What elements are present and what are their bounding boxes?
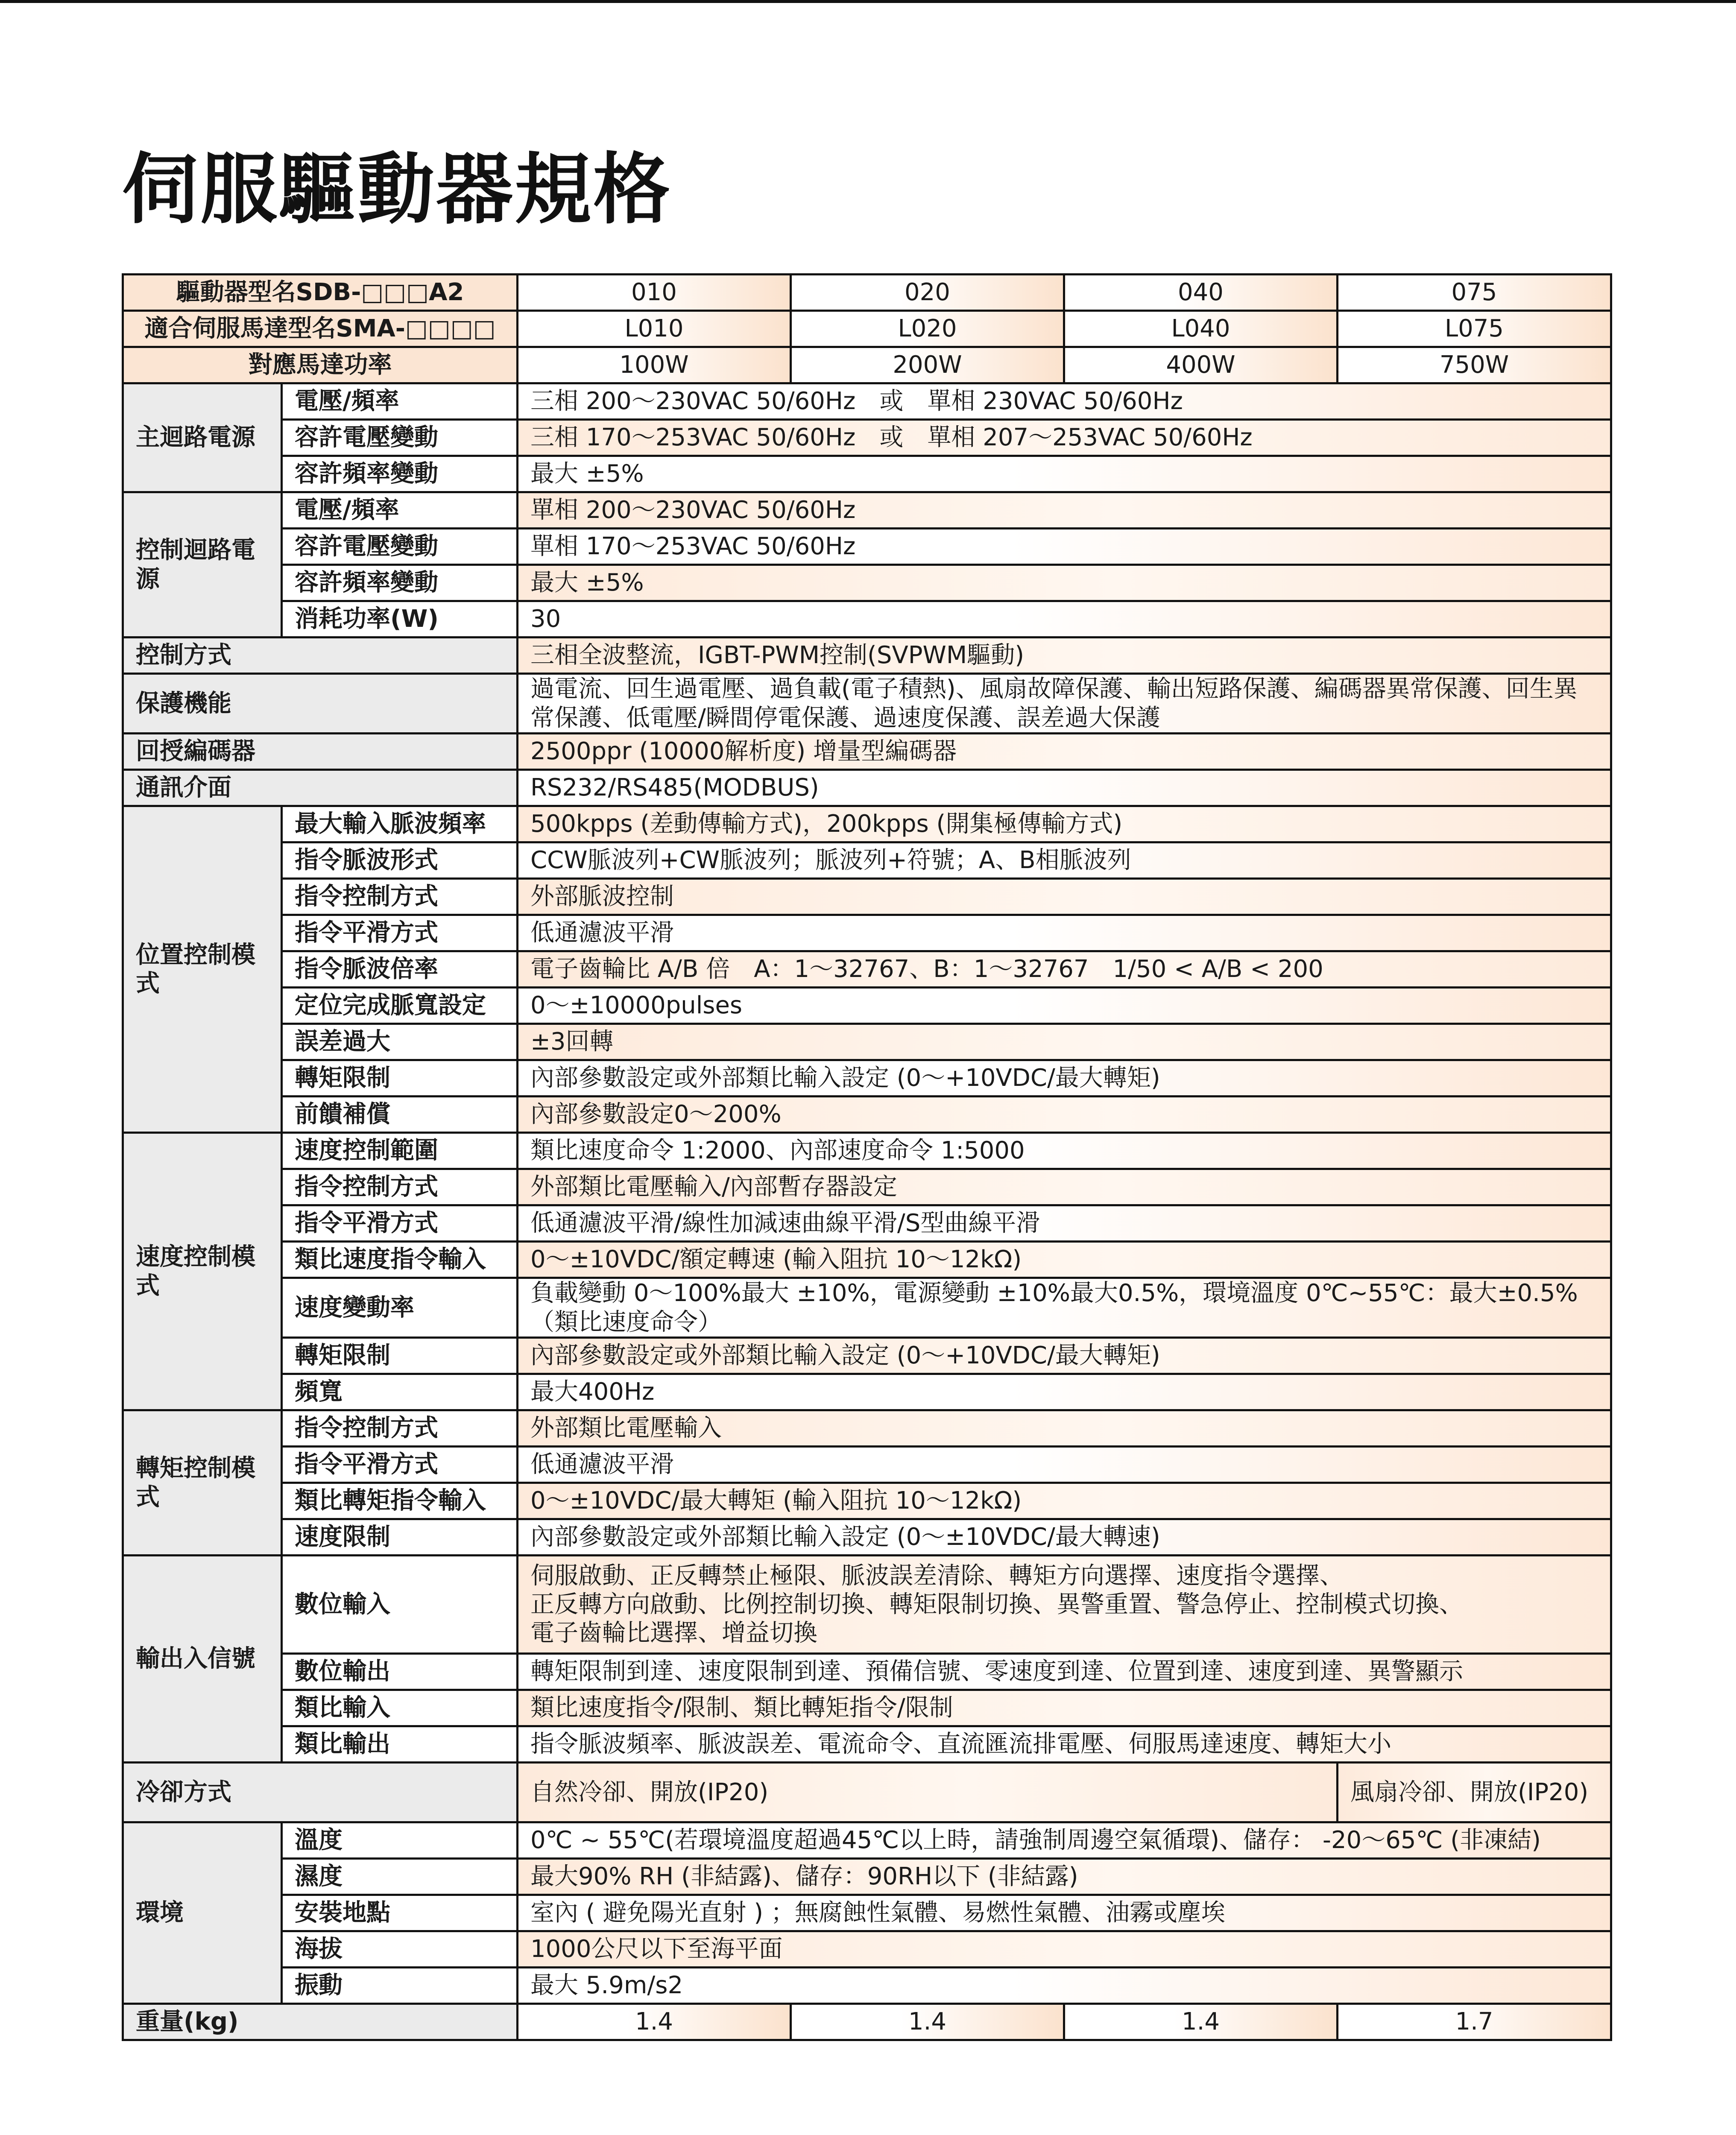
spec-label: 容許頻率變動: [282, 456, 518, 492]
row-pos-5: [123, 988, 1611, 1024]
driver-model-020: 020: [791, 275, 1064, 311]
spec-label: 容許頻率變動: [282, 565, 518, 601]
motor-power-200w: 200W: [791, 347, 1064, 383]
row-ctrl-freq-tol: [123, 565, 1611, 601]
motor-power-750w: 750W: [1338, 347, 1611, 383]
weight-value: 1.4: [791, 2004, 1064, 2040]
row-pos-6: [123, 1024, 1611, 1060]
protection-label: 保護機能: [123, 674, 518, 734]
spec-label: 類比輸入: [282, 1690, 518, 1726]
spec-value: 低通濾波平滑/線性加減速曲線平滑/S型曲線平滑: [518, 1205, 1611, 1242]
row-pos-7: [123, 1060, 1611, 1097]
digital-in-line: 電子齒輪比選擇、增益切換: [530, 1619, 817, 1647]
spec-value: 內部參數設定或外部類比輸入設定 (0～+10VDC/最大轉矩): [518, 1338, 1611, 1374]
row-pos-1: [123, 842, 1611, 879]
comm-label: 通訊介面: [123, 770, 518, 806]
row-pos-4: [123, 951, 1611, 988]
row-motor-model: [123, 311, 1611, 347]
spec-label: 容許電壓變動: [282, 420, 518, 456]
row-pos-0: [123, 806, 1611, 842]
row-trq-1: [123, 1447, 1611, 1483]
spec-label: 指令控制方式: [282, 1169, 518, 1205]
row-env-3: [123, 1931, 1611, 1968]
motor-model-l040: L040: [1064, 311, 1338, 347]
control-method-value: 三相全波整流，IGBT-PWM控制(SVPWM驅動): [518, 638, 1611, 674]
row-io-analog-in: [123, 1690, 1611, 1726]
row-control-method: [123, 638, 1611, 674]
spec-table: [122, 273, 1612, 2041]
row-motor-power: [123, 347, 1611, 383]
motor-power-label: 對應馬達功率: [123, 347, 518, 383]
motor-model-l010: L010: [518, 311, 791, 347]
spec-value: 內部參數設定或外部類比輸入設定 (0～±10VDC/最大轉速): [518, 1519, 1611, 1556]
row-pos-2: [123, 879, 1611, 915]
motor-model-label: 適合伺服馬達型名SMA-□□□□: [123, 311, 518, 347]
row-env-4: [123, 1968, 1611, 2004]
spec-value: 最大 ±5%: [518, 456, 1611, 492]
spec-label: 數位輸入: [282, 1556, 518, 1654]
motor-power-100w: 100W: [518, 347, 791, 383]
io-category: 輸出入信號: [123, 1556, 282, 1763]
comm-value: RS232/RS485(MODBUS): [518, 770, 1611, 806]
control-power-category: 控制迴路電源: [123, 492, 282, 638]
spec-label: 安裝地點: [282, 1895, 518, 1931]
spec-value: 0～±10000pulses: [518, 988, 1611, 1024]
driver-model-040: 040: [1064, 275, 1338, 311]
row-spd-5: [123, 1338, 1611, 1374]
row-env-0: [123, 1822, 1611, 1859]
spec-label: 類比轉矩指令輸入: [282, 1483, 518, 1519]
spec-value: 低通濾波平滑: [518, 915, 1611, 951]
cooling-label: 冷卻方式: [123, 1763, 518, 1822]
spec-label: 指令脈波形式: [282, 842, 518, 879]
spec-label: 前饋補償: [282, 1097, 518, 1133]
spec-label: 指令控制方式: [282, 1410, 518, 1447]
weight-value: 1.7: [1338, 2004, 1611, 2040]
main-power-category: 主迴路電源: [123, 383, 282, 492]
spec-label: 速度控制範圍: [282, 1133, 518, 1169]
spec-value: 0～±10VDC/最大轉矩 (輸入阻抗 10～12kΩ): [518, 1483, 1611, 1519]
spec-value: 單相 170～253VAC 50/60Hz: [518, 529, 1611, 565]
spec-label: 定位完成脈寬設定: [282, 988, 518, 1024]
motor-model-l075: L075: [1338, 311, 1611, 347]
row-trq-0: [123, 1410, 1611, 1447]
spec-label: 振動: [282, 1968, 518, 2004]
spec-value: 最大 5.9m/s2: [518, 1968, 1611, 2004]
spec-label: 速度變動率: [282, 1278, 518, 1338]
row-main-freq-tol: [123, 456, 1611, 492]
digital-in-line: 伺服啟動、正反轉禁止極限、脈波誤差清除、轉矩方向選擇、速度指令選擇、: [530, 1562, 1344, 1590]
row-env-1: [123, 1859, 1611, 1895]
control-method-label: 控制方式: [123, 638, 518, 674]
spec-label: 電壓/頻率: [282, 383, 518, 420]
page-title: 伺服驅動器規格: [122, 145, 672, 234]
speed-mode-category: 速度控制模式: [123, 1133, 282, 1410]
spec-label: 轉矩限制: [282, 1338, 518, 1374]
spec-label: 容許電壓變動: [282, 529, 518, 565]
spec-value: 三相 170～253VAC 50/60Hz 或 單相 207～253VAC 50/60Hz: [518, 420, 1611, 456]
row-io-analog-out: [123, 1726, 1611, 1763]
spec-label: 指令平滑方式: [282, 915, 518, 951]
row-spd-2: [123, 1205, 1611, 1242]
row-spd-6: [123, 1374, 1611, 1410]
row-trq-3: [123, 1519, 1611, 1556]
spec-value: 外部類比電壓輸入/內部暫存器設定: [518, 1169, 1611, 1205]
row-cooling: [123, 1763, 1611, 1822]
environment-category: 環境: [123, 1822, 282, 2004]
row-io-digital-in: [123, 1556, 1611, 1654]
row-pos-3: [123, 915, 1611, 951]
spec-value: 單相 200～230VAC 50/60Hz: [518, 492, 1611, 529]
spec-value: 0℃ ~ 55℃(若環境溫度超過45℃以上時，請強制周邊空氣循環)、儲存： -20～65℃ (非凍結): [518, 1822, 1611, 1859]
row-pos-8: [123, 1097, 1611, 1133]
spec-value: 類比速度指令/限制、類比轉矩指令/限制: [518, 1690, 1611, 1726]
row-weight: [123, 2004, 1611, 2040]
torque-mode-category: 轉矩控制模式: [123, 1410, 282, 1556]
row-driver-model: [123, 275, 1611, 311]
spec-label: 類比輸出: [282, 1726, 518, 1763]
spec-value: 室內 ( 避免陽光直射 ) ；無腐蝕性氣體、易燃性氣體、油霧或塵埃: [518, 1895, 1611, 1931]
spec-value: 0～±10VDC/額定轉速 (輸入阻抗 10～12kΩ): [518, 1242, 1611, 1278]
row-comm: [123, 770, 1611, 806]
spec-value: 500kpps (差動傳輸方式)，200kpps (開集極傳輸方式): [518, 806, 1611, 842]
row-ctrl-voltage: [123, 492, 1611, 529]
spec-value: 最大 ±5%: [518, 565, 1611, 601]
position-mode-category: 位置控制模式: [123, 806, 282, 1133]
spec-label: 濕度: [282, 1859, 518, 1895]
spec-label: 指令控制方式: [282, 879, 518, 915]
spec-value: 內部參數設定0～200%: [518, 1097, 1611, 1133]
row-env-2: [123, 1895, 1611, 1931]
digital-in-line: 正反轉方向啟動、比例控制切換、轉矩限制切換、異警重置、警急停止、控制模式切換、: [530, 1590, 1463, 1618]
spec-label: 轉矩限制: [282, 1060, 518, 1097]
weight-value: 1.4: [518, 2004, 791, 2040]
spec-value: 30: [518, 601, 1611, 638]
row-trq-2: [123, 1483, 1611, 1519]
spec-value: [518, 1556, 1611, 1654]
spec-label: 數位輸出: [282, 1654, 518, 1690]
row-protection: [123, 674, 1611, 734]
weight-label: 重量(kg): [123, 2004, 518, 2040]
encoder-value: 2500ppr (10000解析度) 增量型編碼器: [518, 734, 1611, 770]
spec-label: 指令平滑方式: [282, 1447, 518, 1483]
row-spd-4: [123, 1278, 1611, 1338]
spec-value: 內部參數設定或外部類比輸入設定 (0～+10VDC/最大轉矩): [518, 1060, 1611, 1097]
spec-value: CCW脈波列+CW脈波列；脈波列+符號；A、B相脈波列: [518, 842, 1611, 879]
spec-value: 最大400Hz: [518, 1374, 1611, 1410]
spec-value: 電子齒輪比 A/B 倍 A：1～32767、B：1～32767 1/50 < A/B < 200: [518, 951, 1611, 988]
row-main-voltage: [123, 383, 1611, 420]
row-ctrl-voltage-tol: [123, 529, 1611, 565]
row-main-voltage-tol: [123, 420, 1611, 456]
spec-value: 指令脈波頻率、脈波誤差、電流命令、直流匯流排電壓、伺服馬達速度、轉矩大小: [518, 1726, 1611, 1763]
spec-label: 最大輸入脈波頻率: [282, 806, 518, 842]
protection-value: 過電流、回生過電壓、過負載(電子積熱)、風扇故障保護、輸出短路保護、編碼器異常保護、回生異常保護、低電壓/瞬間停電保護、過速度保護、誤差過大保護: [518, 674, 1611, 734]
spec-value: 三相 200～230VAC 50/60Hz 或 單相 230VAC 50/60Hz: [518, 383, 1611, 420]
spec-value: 1000公尺以下至海平面: [518, 1931, 1611, 1968]
spec-label: 類比速度指令輸入: [282, 1242, 518, 1278]
row-spd-0: [123, 1133, 1611, 1169]
row-ctrl-consumption: [123, 601, 1611, 638]
spec-label: 消耗功率(W): [282, 601, 518, 638]
row-io-digital-out: [123, 1654, 1611, 1690]
encoder-label: 回授編碼器: [123, 734, 518, 770]
top-rule: [0, 0, 1736, 3]
row-encoder: [123, 734, 1611, 770]
weight-value: 1.4: [1064, 2004, 1338, 2040]
spec-label: 頻寬: [282, 1374, 518, 1410]
cooling-fan: 風扇冷卻、開放(IP20): [1338, 1763, 1611, 1822]
spec-value: 外部類比電壓輸入: [518, 1410, 1611, 1447]
spec-label: 誤差過大: [282, 1024, 518, 1060]
motor-model-l020: L020: [791, 311, 1064, 347]
spec-label: 指令平滑方式: [282, 1205, 518, 1242]
spec-label: 電壓/頻率: [282, 492, 518, 529]
spec-value: 轉矩限制到達、速度限制到達、預備信號、零速度到達、位置到達、速度到達、異警顯示: [518, 1654, 1611, 1690]
cooling-natural: 自然冷卻、開放(IP20): [518, 1763, 1338, 1822]
row-spd-1: [123, 1169, 1611, 1205]
driver-model-075: 075: [1338, 275, 1611, 311]
row-spd-3: [123, 1242, 1611, 1278]
motor-power-400w: 400W: [1064, 347, 1338, 383]
spec-value: 低通濾波平滑: [518, 1447, 1611, 1483]
spec-value: ±3回轉: [518, 1024, 1611, 1060]
spec-label: 溫度: [282, 1822, 518, 1859]
spec-value: 最大90% RH (非結露)、儲存：90RH以下 (非結露): [518, 1859, 1611, 1895]
spec-value: 類比速度命令 1:2000、內部速度命令 1:5000: [518, 1133, 1611, 1169]
spec-label: 海拔: [282, 1931, 518, 1968]
driver-model-010: 010: [518, 275, 791, 311]
spec-label: 速度限制: [282, 1519, 518, 1556]
spec-value: 負載變動 0～100%最大 ±10%，電源變動 ±10%最大0.5%，環境溫度 0℃~55℃：最大±0.5% （類比速度命令）: [518, 1278, 1611, 1338]
driver-model-label: 驅動器型名SDB-□□□A2: [123, 275, 518, 311]
spec-value: 外部脈波控制: [518, 879, 1611, 915]
spec-label: 指令脈波倍率: [282, 951, 518, 988]
